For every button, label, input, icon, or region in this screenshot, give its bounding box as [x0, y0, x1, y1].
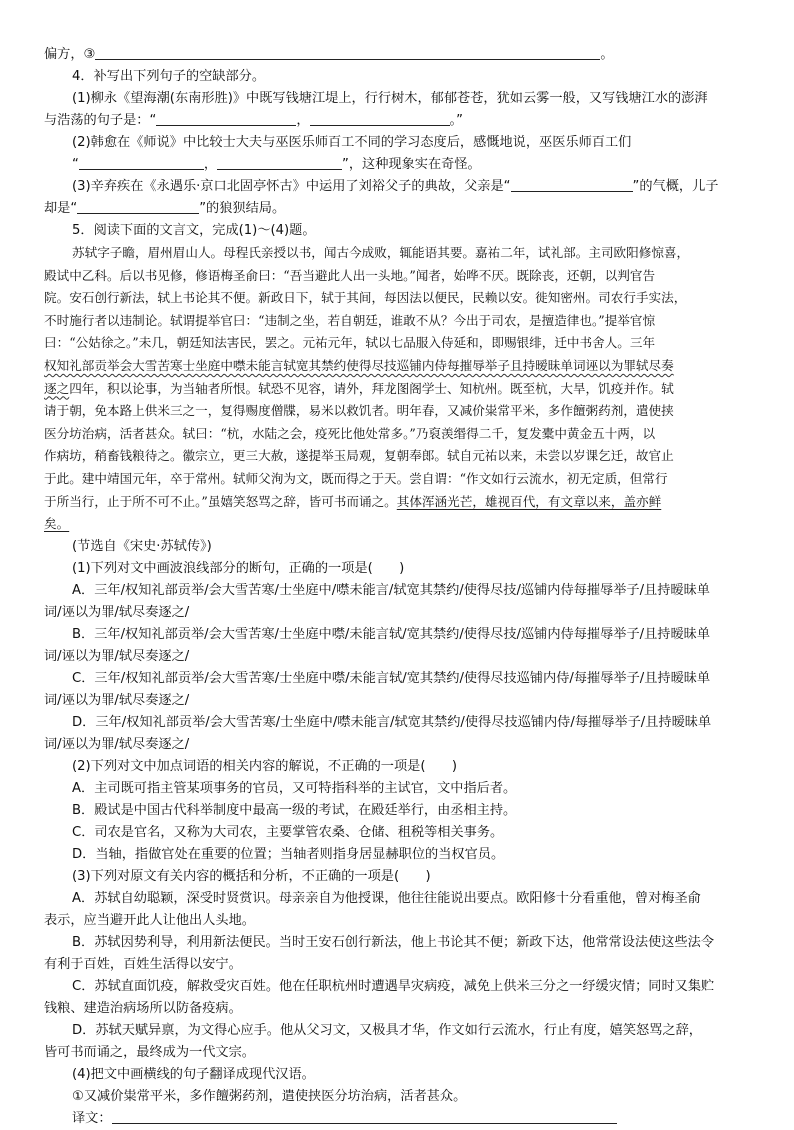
sub4-sentence: ①又减价粜常平米，多作饘粥药剂，遣使挟医分坊治病，活者甚众。	[72, 1088, 467, 1104]
sub4-stem: (4)把文中画横线的句子翻译成现代汉语。	[72, 1066, 315, 1082]
answer-suffix: 。	[600, 47, 614, 62]
translation-answer-line[interactable]	[112, 1109, 617, 1124]
passage-line	[44, 355, 756, 378]
sub3-option-a[interactable]: A．苏轼自幼聪颖，深受时贤赏识。母亲亲自为他授课，他往往能说出要点。欧阳修十分看重他，曾对梅圣俞 表示，应当避开此人让他出人头地。	[44, 890, 701, 928]
sub1-option-b[interactable]: B．三年/权知礼部贡举/会大雪苦寒/士坐庭中噤/未能言轼/宽其禁约/使得尽技/巡铺内侍每摧辱举子/且持暧昧单 词/诬以为罪/轼尽奏逐之/	[44, 626, 711, 664]
q4-item2-line1: (2)韩愈在《师说》中比较士大夫与巫医乐师百工不同的学习态度后，感慨地说，巫医乐师百工们	[72, 135, 632, 150]
underlined-sentence: 其体浑涵光芒，雄视百代，有文章以来，盖亦鲜	[396, 493, 662, 509]
sub3-option-b[interactable]: B．苏轼因势利导，利用新法便民。当时王安石创行新法，他上书论其不便；新政下达，他常常设法使这些法令 有利于百姓，百姓生活得以安宁。	[44, 934, 715, 972]
passage-line: 院。安石创行新法，轼上书论其不便。新政日下，轼于其间，每因法以便民，民赖以安。徙知密州。司农行手实法，	[44, 290, 687, 306]
fill-blank[interactable]	[79, 155, 204, 170]
answer-line-3	[44, 44, 756, 66]
q4-title: 4．补写出下列句子的空缺部分。	[72, 69, 266, 84]
sub2-option-b[interactable]: B．殿试是中国古代科举制度中最高一级的考试，在殿廷举行，由丞相主持。	[72, 802, 517, 818]
q4-item3-line1: (3)辛弃疾在《永遇乐·京口北固亭怀古》中运用了刘裕父子的典故，父亲是“ ”的气概，儿子	[72, 179, 719, 194]
fill-blank[interactable]	[77, 199, 199, 214]
q4-item2-line2: “ ， ”，这种现象实在奇怪。	[72, 157, 481, 172]
q4-item3-line2: 却是“ ”的狼狈结局。	[44, 201, 286, 216]
sub2-option-d[interactable]: D．当轴，指做官处在重要的位置；当轴者则指身居显赫职位的当权官员。	[72, 846, 505, 862]
sub2-option-c[interactable]: C．司农是官名，又称为大司农，主要掌管农桑、仓储、租税等相关事务。	[72, 824, 504, 840]
passage-line: 苏轼字子瞻，眉州眉山人。母程氏亲授以书，闻古今成败，辄能语其要。嘉祐二年，试礼部。主司欧阳修惊喜，	[72, 245, 690, 260]
passage-line	[44, 513, 756, 536]
sub1-option-d[interactable]: D．三年/权知礼部贡举/会大雪苦寒/士坐庭中/噤未能言/轼宽其禁约/使得尽技巡铺内侍/每摧辱举子/且持暧昧单 词/诬以为罪/轼尽奏逐之/	[44, 714, 712, 752]
passage-line: 逐之四年，积以论事，为当轴者所恨。轼恐不见容，请外，拜龙图阁学士、知杭州。既至杭，大旱，饥疫并作。轼	[44, 380, 674, 396]
passage-line: 医分坊治病，活者甚众。轼曰：“杭，水陆之会，疫死比他处常多。”乃裒羡缗得二千，复发橐中黄金五十两，以	[44, 425, 656, 441]
passage-line: 于所当行，止于所不可不止。”虽嬉笑怒骂之辞，皆可书而诵之。其体浑涵光芒，雄视百代，有文章以来，盖亦鲜	[44, 493, 662, 509]
q4-item1-line2: 与浩荡的句子是：“ ， 。”	[44, 113, 463, 128]
passage-line: 不时施行者以违制论。轼谓提举官曰：“违制之坐，若自朝廷，谁敢不从？今出于司农，是擅造律也。”提举官惊	[44, 312, 656, 328]
fill-blank[interactable]	[95, 45, 600, 60]
sub1-option-a[interactable]: A．三年/权知礼部贡举/会大雪苦寒/士坐庭中/噤未能言/轼宽其禁约/使得尽技/巡铺内侍每摧辱举子/且持暧昧单 词/诬以为罪/轼尽奏逐之/	[44, 582, 710, 620]
fill-blank[interactable]	[156, 111, 296, 126]
sub3-option-c[interactable]: C．苏轼直面饥疫，解救受灾百姓。他在任职杭州时遭遇旱灾病疫，减免上供米三分之一纾缓灾情；同时又集贮 钱粮、建造治病场所以防备疫病。	[44, 978, 715, 1016]
wavy-underlined-text: 逐之	[44, 380, 70, 396]
passage-source: (节选自《宋史·苏轼传》)	[72, 538, 212, 554]
sub4-answer-row	[44, 1108, 756, 1130]
passage-line: 于此。建中靖国元年，卒于常州。轼师父洵为文，既而得之于天。尝自谓：“作文如行云流水，初无定质，但常行	[44, 470, 668, 486]
q5-title: 5．阅读下面的文言文，完成(1)～(4)题。	[72, 223, 316, 238]
wavy-underlined-text: 权知礼部贡举会大雪苦寒士坐庭中噤未能言轼宽其禁约使得尽技巡铺内侍每摧辱举子且持暧昧单词诬以为罪轼尽奏	[44, 357, 674, 373]
sub3-option-d[interactable]: D．苏轼天赋异禀，为文得心应手。他从父习文，又极具才华，作文如行云流水，行止有度，嬉笑怒骂之辞， 皆可书而诵之，最终成为一代文宗。	[44, 1022, 702, 1060]
underlined-sentence: 矣。	[44, 516, 70, 532]
passage-line: 殿试中乙科。后以书见修，修语梅圣俞曰：“吾当避此人出一头地。”闻者，始哗不厌。既除丧，还朝，以判官告	[44, 267, 656, 283]
answer-prefix: 偏方，③	[44, 47, 96, 62]
sub3-stem: (3)下列对原文有关内容的概括和分析，不正确的一项是( )	[72, 868, 431, 884]
exam-page	[44, 44, 756, 1130]
answer-label: 译文：	[72, 1110, 112, 1126]
passage-line: 曰：“公姑徐之。”未几，朝廷知法害民，罢之。元祐元年，轼以七品服入侍延和，即赐银绯，迁中书舍人。三年	[44, 335, 656, 351]
passage	[44, 242, 756, 536]
fill-blank[interactable]	[310, 111, 450, 126]
sub1-option-c[interactable]: C．三年/权知礼部贡举/会大雪苦寒/士坐庭中噤/未能言轼/宽其禁约/使得尽技巡铺内侍/每摧辱举子/且持暧昧单 词/诬以为罪/轼尽奏逐之/	[44, 670, 711, 708]
passage-line: 请于朝，免本路上供米三之一，复得赐度僧牒，易米以救饥者。明年春，又减价粜常平米，多作饘粥药剂，遣使挟	[44, 403, 674, 419]
sub1-stem: (1)下列对文中画波浪线部分的断句，正确的一项是( )	[72, 560, 405, 576]
fill-blank[interactable]	[217, 155, 342, 170]
q4-item1-line1: (1)柳永《望海潮(东南形胜)》中既写钱塘江堤上，行行树木，郁郁苍苍，犹如云雾一般，又写钱塘江水的澎湃	[72, 91, 708, 106]
sub2-option-a[interactable]: A．主司既可指主管某项事务的官员，又可特指科举的主试官，文中指后者。	[72, 780, 517, 796]
fill-blank[interactable]	[511, 177, 633, 192]
passage-line: 作病坊，稍畜钱粮待之。徽宗立，更三大赦，遂提举玉局观，复朝奉郎。轼自元祐以来，未尝以岁课乞迁，故官止	[44, 448, 674, 464]
sub2-stem: (2)下列对文中加点词语的相关内容的解说，不正确的一项是( )	[72, 758, 458, 774]
